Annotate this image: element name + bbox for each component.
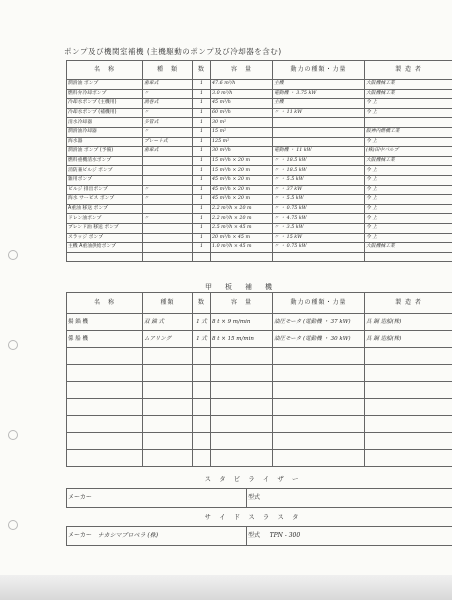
table-cell: 1 — [193, 166, 211, 176]
table-cell: 潤滑油冷却器 — [67, 127, 143, 137]
table-cell — [143, 450, 193, 467]
table-cell: 潤滑油 ポンプ (予備) — [67, 147, 143, 157]
table-cell — [211, 348, 273, 365]
table-cell — [273, 118, 365, 128]
table-cell: 歯車式 — [143, 80, 193, 90]
table-cell — [273, 399, 365, 416]
table-cell — [143, 166, 193, 176]
table-cell — [273, 137, 365, 147]
table-cell: 〃 ・ 18.5 kW — [273, 166, 365, 176]
table-row — [67, 382, 452, 399]
table-cell — [211, 450, 273, 467]
table-cell: 2.2 m³/h × 20 m — [211, 204, 273, 214]
table-row — [67, 243, 452, 253]
table-cell: ビルジ 排出ポンプ — [67, 185, 143, 195]
table-row — [67, 195, 452, 205]
table-cell: 渦巻式 — [143, 99, 193, 109]
table-cell: 1 — [193, 223, 211, 233]
binding-hole-icon — [8, 520, 18, 530]
table-row — [67, 252, 452, 262]
table-cell — [211, 382, 273, 399]
table-cell: 燃料重機清水ポンプ — [67, 156, 143, 166]
table-row — [67, 175, 452, 185]
col-count: 数 — [193, 61, 211, 80]
table-cell: 47.6 m³/h — [211, 80, 273, 90]
model-label: 型式 — [248, 532, 261, 539]
binding-hole-icon — [8, 430, 18, 440]
table-cell: 125 m² — [211, 137, 273, 147]
table-cell: 45 m³/h × 20 m — [211, 185, 273, 195]
table-cell: 阪神内燃機工業 — [365, 127, 452, 137]
table-cell — [193, 382, 211, 399]
pump-section-title: ポンプ及び機関室補機 (主機駆動のポンプ及び冷却器を含む) — [64, 47, 282, 56]
table-row — [67, 331, 452, 348]
table-cell: 1 — [193, 80, 211, 90]
table-cell — [365, 118, 452, 128]
scan-shadow — [0, 575, 452, 600]
table-cell: (株)田中バルブ — [365, 147, 452, 157]
table-cell — [193, 399, 211, 416]
table-cell — [143, 233, 193, 243]
table-cell — [67, 416, 143, 433]
table-cell — [273, 252, 365, 262]
table-cell — [273, 433, 365, 450]
table-cell — [67, 252, 143, 262]
maker-label: メーカー — [68, 532, 92, 539]
side-thruster-maker — [67, 527, 247, 546]
table-cell: 20 m³/h × 45 m — [211, 233, 273, 243]
model-value: TPN - 300 — [269, 532, 301, 539]
table-cell: 主機 A重油供給ポンプ — [67, 243, 143, 253]
table-cell — [193, 433, 211, 450]
stabilizer-title: ス タ ビ ラ イ ザ ー — [204, 475, 302, 483]
table-cell — [143, 365, 193, 382]
deck-table-header — [67, 293, 452, 314]
table-cell: 30 m³/h — [211, 147, 273, 157]
col-maker: 製 造 者 — [365, 293, 452, 314]
stabilizer-model — [247, 489, 452, 508]
table-cell — [67, 365, 143, 382]
col-capacity: 容 量 — [211, 61, 273, 80]
table-cell: 消防兼ビルジ ポンプ — [67, 166, 143, 176]
table-cell: 8 t × 15 m/min — [211, 331, 273, 348]
table-cell — [143, 243, 193, 253]
table-cell: 〃 — [143, 185, 193, 195]
table-cell: 〃 ・ 3.5 kW — [273, 223, 365, 233]
table-row — [67, 166, 452, 176]
table-cell: ブレンド油 移送 ポンプ — [67, 223, 143, 233]
table-cell: 電動機 ・ 11 kW — [273, 147, 365, 157]
table-cell — [143, 223, 193, 233]
table-cell: 今 上 — [365, 99, 452, 109]
table-row — [67, 108, 452, 118]
table-row — [67, 147, 452, 157]
table-cell: 〃 ・ 5.5 kW — [273, 175, 365, 185]
col-type: 種類 — [143, 293, 193, 314]
table-cell: 〃 — [143, 108, 193, 118]
table-cell — [67, 382, 143, 399]
table-cell: 1 — [193, 137, 211, 147]
table-cell: 〃 — [143, 195, 193, 205]
col-name: 名 称 — [67, 61, 143, 80]
side-thruster-title: サ イ ド ス ラ ス タ — [204, 513, 302, 521]
table-cell: 2.5 m³/h × 45 m — [211, 223, 273, 233]
table-cell: 今 上 — [365, 214, 452, 224]
table-cell: 1 — [193, 127, 211, 137]
table-cell: 今 上 — [365, 185, 452, 195]
table-cell: 〃 ・ 4.75 kW — [273, 214, 365, 224]
table-cell: A重油 移送 ポンプ — [67, 204, 143, 214]
table-cell: 大阪機械工業 — [365, 80, 452, 90]
table-row — [67, 348, 452, 365]
table-cell — [273, 348, 365, 365]
table-row — [67, 365, 452, 382]
table-cell — [365, 450, 452, 467]
table-cell: 1 — [193, 195, 211, 205]
table-row — [67, 99, 452, 109]
table-cell: 1 — [193, 89, 211, 99]
table-cell: 2.2 m³/h × 20 m — [211, 214, 273, 224]
deck-section-title: 甲 板 補 機 — [205, 283, 275, 291]
stabilizer-maker — [67, 489, 247, 508]
table-cell: 45 m³/h × 20 m — [211, 175, 273, 185]
table-cell: 揚 錨 機 — [67, 314, 143, 331]
table-cell: 主機 — [273, 99, 365, 109]
deck-table — [66, 292, 452, 467]
side-thruster-model — [247, 527, 452, 546]
table-cell: 清水冷却器 — [67, 118, 143, 128]
table-cell — [365, 416, 452, 433]
table-cell — [143, 416, 193, 433]
table-cell: 主機 — [273, 80, 365, 90]
table-cell: 海水器 — [67, 137, 143, 147]
table-cell: 具 鋼 造船(株) — [365, 331, 452, 348]
table-row — [67, 214, 452, 224]
table-cell: 60 m³/h — [211, 108, 273, 118]
pump-table-header — [67, 61, 452, 80]
table-cell — [143, 348, 193, 365]
table-row — [67, 137, 452, 147]
table-cell: ムアリング — [143, 331, 193, 348]
col-maker: 製 造 者 — [365, 61, 452, 80]
table-row — [67, 450, 452, 467]
table-cell — [67, 433, 143, 450]
table-cell: 潤滑油 ポンプ — [67, 80, 143, 90]
table-cell — [211, 416, 273, 433]
table-cell: 〃 — [143, 127, 193, 137]
side-thruster-table — [66, 526, 452, 546]
table-cell: 今 上 — [365, 175, 452, 185]
table-cell — [143, 175, 193, 185]
table-cell: 〃 ・ 37 kW — [273, 185, 365, 195]
maker-value: ナカシマプロペラ (株) — [97, 532, 159, 539]
table-cell: 大阪機械工業 — [365, 156, 452, 166]
table-cell: 大阪機械工業 — [365, 89, 452, 99]
pump-table — [66, 60, 452, 262]
table-cell — [67, 348, 143, 365]
table-cell — [365, 382, 452, 399]
table-cell: 今 上 — [365, 108, 452, 118]
table-cell: 〃 ・ 11 kW — [273, 108, 365, 118]
table-row — [67, 416, 452, 433]
table-cell: 今 上 — [365, 137, 452, 147]
table-cell — [273, 416, 365, 433]
table-cell: 1 — [193, 204, 211, 214]
table-cell — [273, 365, 365, 382]
col-power: 動力の種類・力量 — [273, 293, 365, 314]
table-cell: 1 — [193, 185, 211, 195]
table-cell — [143, 204, 193, 214]
model-label: 型式 — [248, 494, 261, 501]
table-cell: 今 上 — [365, 166, 452, 176]
binding-hole-icon — [8, 340, 18, 350]
table-cell: 1 — [193, 108, 211, 118]
table-row — [67, 314, 452, 331]
table-cell — [365, 348, 452, 365]
table-cell — [365, 365, 452, 382]
table-cell: 45 m³/h × 20 m — [211, 195, 273, 205]
table-row — [67, 185, 452, 195]
col-name: 名 称 — [67, 293, 143, 314]
table-cell — [211, 252, 273, 262]
table-row — [67, 127, 452, 137]
table-cell — [193, 416, 211, 433]
table-cell — [193, 365, 211, 382]
table-cell: 〃 — [143, 89, 193, 99]
table-cell: 〃 ・ 15 kW — [273, 233, 365, 243]
table-cell: 1.0 m³/h × 45 m — [211, 243, 273, 253]
table-row — [67, 233, 452, 243]
table-cell: 1 — [193, 99, 211, 109]
table-cell: 電動機 ・ 3.75 kW — [273, 89, 365, 99]
table-row — [67, 89, 452, 99]
table-cell: 1 — [193, 118, 211, 128]
col-power: 動力の種類・力量 — [273, 61, 365, 80]
stabilizer-table — [66, 488, 452, 508]
table-cell: 1 式 — [193, 314, 211, 331]
table-cell: 今 上 — [365, 204, 452, 214]
table-cell: 〃 ・ 0.75 kW — [273, 204, 365, 214]
table-cell: 8 t × 9 m/min — [211, 314, 273, 331]
table-cell: ドレン油ポンプ — [67, 214, 143, 224]
table-cell — [143, 399, 193, 416]
table-cell: 〃 ・ 18.5 kW — [273, 156, 365, 166]
binding-hole-icon — [8, 250, 18, 260]
table-cell: 1 式 — [193, 331, 211, 348]
table-cell: 係 船 機 — [67, 331, 143, 348]
table-cell: 〃 ・ 0.75 kW — [273, 243, 365, 253]
table-cell — [273, 127, 365, 137]
table-cell — [143, 433, 193, 450]
table-cell — [193, 348, 211, 365]
table-cell — [193, 252, 211, 262]
table-cell: 1 — [193, 233, 211, 243]
table-cell — [273, 382, 365, 399]
table-cell: 1 — [193, 175, 211, 185]
table-row — [67, 399, 452, 416]
table-cell: 冷却水ポンプ (補機用) — [67, 108, 143, 118]
table-cell: 具 鋼 造船(株) — [365, 314, 452, 331]
col-count: 数 — [193, 293, 211, 314]
table-cell: 歯車式 — [143, 147, 193, 157]
table-cell: 15 m³/h × 20 m — [211, 166, 273, 176]
table-cell: スラッジ ポンプ — [67, 233, 143, 243]
table-cell — [211, 365, 273, 382]
table-cell: 海水 サービス ポンプ — [67, 195, 143, 205]
binding-holes — [8, 230, 18, 600]
table-row — [67, 156, 452, 166]
table-cell: 燃料弁冷却ポンプ — [67, 89, 143, 99]
table-cell — [211, 399, 273, 416]
table-row — [67, 80, 452, 90]
table-cell — [143, 156, 193, 166]
table-cell: 大阪機械工業 — [365, 243, 452, 253]
table-cell: 〃 — [143, 214, 193, 224]
table-cell: 1 — [193, 156, 211, 166]
table-cell — [365, 399, 452, 416]
table-cell: プレート式 — [143, 137, 193, 147]
col-capacity: 容 量 — [211, 293, 273, 314]
table-cell: 今 上 — [365, 195, 452, 205]
table-cell — [365, 433, 452, 450]
table-row — [67, 223, 452, 233]
table-cell: 3.0 m³/h — [211, 89, 273, 99]
maker-label: メーカー — [68, 494, 92, 501]
table-cell: 〃 ・ 5.5 kW — [273, 195, 365, 205]
table-cell: 15 m³/h × 20 m — [211, 156, 273, 166]
table-cell: 今 上 — [365, 233, 452, 243]
table-cell: 45 m³/h — [211, 99, 273, 109]
table-cell: 雑用ポンプ — [67, 175, 143, 185]
table-cell: 今 上 — [365, 223, 452, 233]
table-cell: 15 m² — [211, 127, 273, 137]
table-cell — [365, 252, 452, 262]
table-row — [67, 204, 452, 214]
table-cell — [143, 382, 193, 399]
table-cell — [67, 399, 143, 416]
table-cell: 多管式 — [143, 118, 193, 128]
table-row — [67, 433, 452, 450]
table-cell — [67, 450, 143, 467]
table-cell: 30 m² — [211, 118, 273, 128]
table-cell: 油圧モータ (電動機 ・ 37 kW) — [273, 314, 365, 331]
table-cell: 冷却水ポンプ (主機用) — [67, 99, 143, 109]
table-row — [67, 118, 452, 128]
table-cell: 油圧モータ (電動機 ・ 30 kW) — [273, 331, 365, 348]
table-cell: 1 — [193, 147, 211, 157]
table-cell: 1 — [193, 243, 211, 253]
table-cell: 1 — [193, 214, 211, 224]
table-cell — [273, 450, 365, 467]
table-cell — [193, 450, 211, 467]
table-cell: 双 錨 式 — [143, 314, 193, 331]
table-cell — [211, 433, 273, 450]
col-type: 種 類 — [143, 61, 193, 80]
table-cell — [143, 252, 193, 262]
